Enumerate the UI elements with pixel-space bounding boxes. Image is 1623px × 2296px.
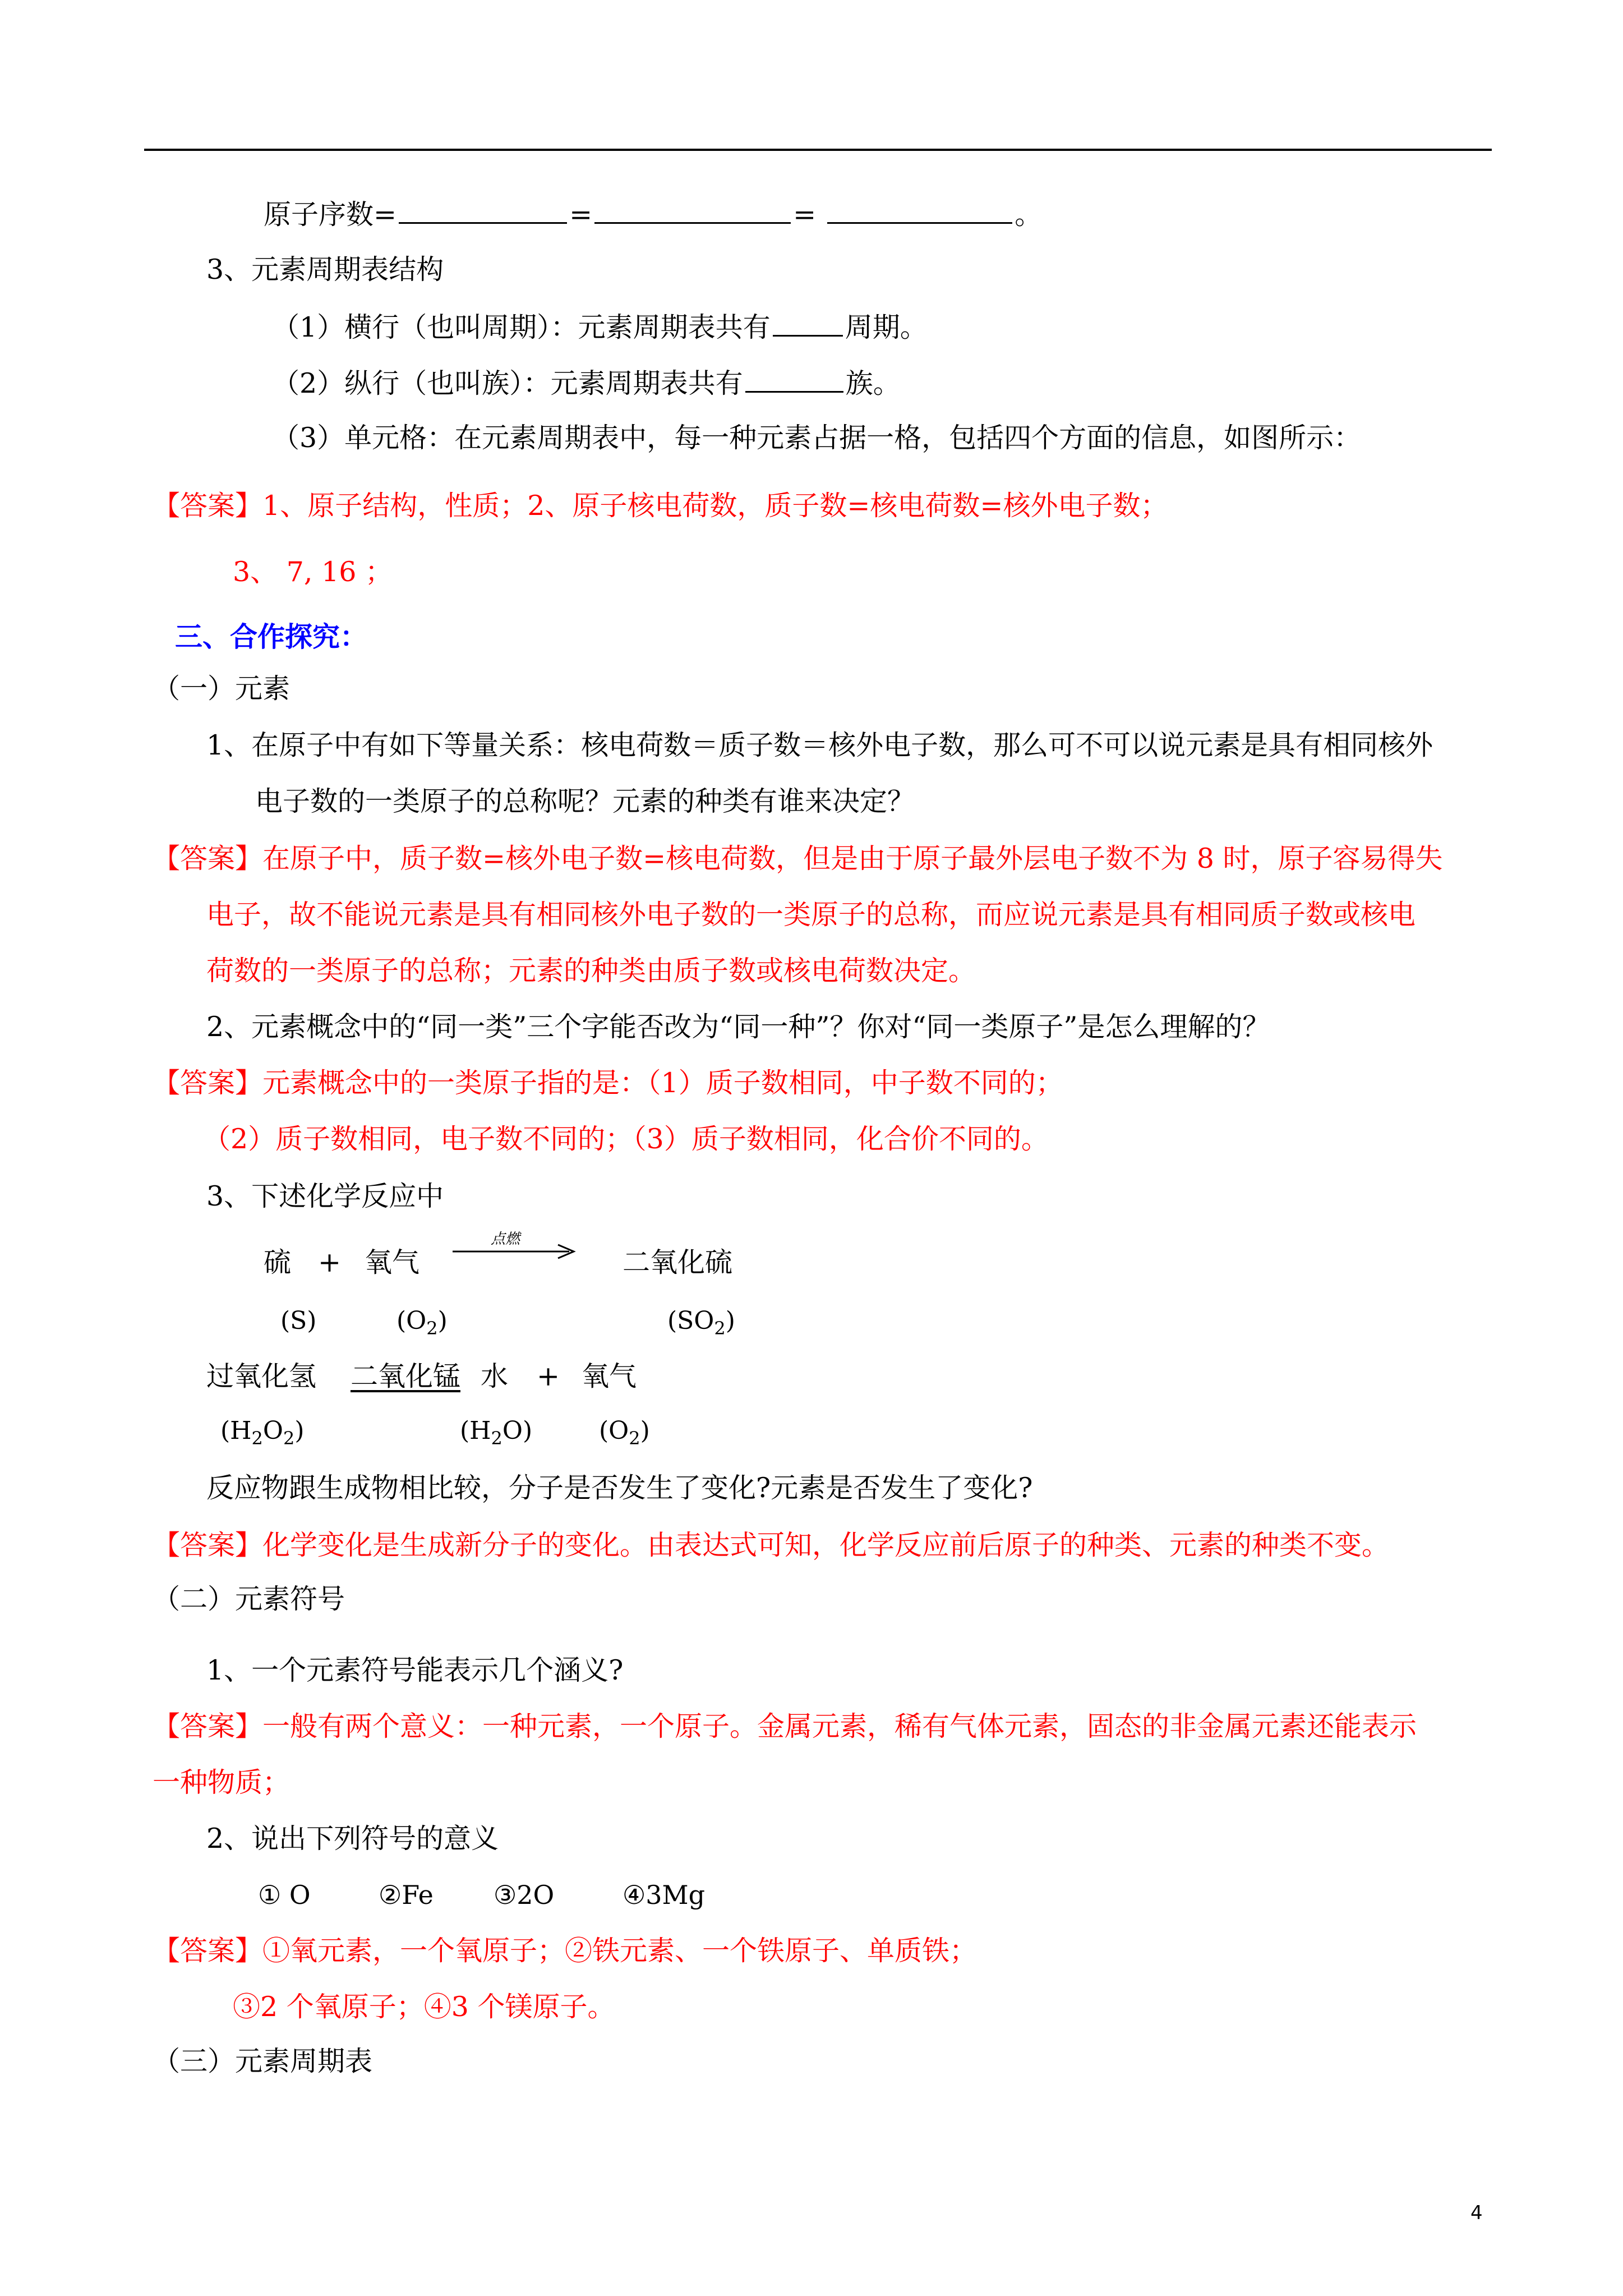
symbol-o: ① O — [258, 1880, 311, 1910]
water-label: 水 — [481, 1360, 509, 1392]
formula-h2o2: $(H_2O_2)$ — [220, 1416, 305, 1449]
answer-text: ①氧元素，一个氧原子；②铁元素、一个铁原子、单质铁； — [262, 1935, 978, 1967]
symbol-3mg: ④3Mg — [623, 1880, 706, 1910]
row-line — [272, 308, 928, 346]
answer-2b: 电子，故不能说元素是具有相同核外电子数的一类原子的总称，而应说元素是具有相同质子数或核电 — [206, 899, 1416, 931]
subsection-2: （二）元素符号 — [153, 1583, 345, 1615]
page-number: 4 — [1470, 2202, 1483, 2224]
answer-text: 在原子中，质子数=核外电子数=核电荷数，但是由于原子最外层电子数不为 8 时，原子容易得失 — [262, 843, 1443, 875]
header-rule — [144, 149, 1492, 151]
subsection-1: （一）元素 — [153, 673, 291, 705]
structure-title: 3、元素周期表结构 — [206, 254, 444, 286]
catalyst-label: 二氧化锰 — [351, 1360, 461, 1392]
answer-5a — [153, 1709, 1417, 1745]
blank-1 — [399, 195, 567, 224]
answer-3a — [153, 1065, 1063, 1101]
compare-question: 反应物跟生成物相比较，分子是否发生了变化?元素是否发生了变化? — [206, 1472, 1033, 1504]
answer-tag: 【答案】 — [153, 1935, 263, 1967]
eq-2: = — [793, 199, 817, 231]
reaction-arrow — [451, 1231, 578, 1259]
formula-o2: $(O_2)$ — [396, 1306, 448, 1339]
question-1a: 1、在原子中有如下等量关系：核电荷数＝质子数＝核外电子数，那么可不可以说元素是具有相同核外 — [206, 729, 1433, 761]
cell-line: （3）单元格：在元素周期表中，每一种元素占据一格，包括四个方面的信息，如图所示： — [272, 422, 1362, 454]
sulfur-label: 硫 — [264, 1246, 292, 1278]
subsection-3: （三）元素周期表 — [153, 2045, 373, 2077]
plus-sign-2: + — [537, 1360, 560, 1392]
sulfur-dioxide-label: 二氧化硫 — [623, 1246, 733, 1278]
formula-s: (S) — [280, 1306, 317, 1335]
hydrogen-peroxide-label: 过氧化氢 — [206, 1360, 317, 1392]
answer-6a — [153, 1933, 977, 1969]
answer-5b: 一种物质； — [153, 1766, 291, 1798]
answer-1-cont: 3、 7, 16 ； — [233, 556, 393, 588]
answer-tag: 【答案】 — [153, 1067, 263, 1099]
symbol-fe: ②Fe — [379, 1880, 434, 1910]
ignite-label: 点燃 — [491, 1231, 520, 1248]
formula-o2-b: $(O_2)$ — [599, 1416, 650, 1449]
question-1b: 电子数的一类原子的总称呢？元素的种类有谁来决定？ — [255, 785, 915, 817]
row-text: （1）横行（也叫周期）：元素周期表共有 — [272, 311, 771, 343]
oxygen-label-2: 氧气 — [582, 1360, 637, 1392]
question-3: 3、下述化学反应中 — [206, 1180, 444, 1212]
answer-text: 一般有两个意义：一种元素，一个原子。金属元素，稀有气体元素，固态的非金属元素还能表示 — [262, 1710, 1417, 1742]
oxygen-label: 氧气 — [365, 1246, 420, 1278]
column-suffix: 族。 — [845, 367, 901, 399]
atomic-number-label: 原子序数= — [264, 199, 397, 231]
answer-text: 1、原子结构，性质；2、原子核电荷数，质子数=核电荷数=核外电子数； — [262, 490, 1168, 522]
answer-1 — [153, 488, 1168, 524]
answer-2a — [153, 841, 1442, 877]
formula-so2: $(SO_2)$ — [667, 1306, 735, 1339]
answer-tag: 【答案】 — [153, 1710, 263, 1742]
formula-h2o: $(H_2O)$ — [460, 1416, 533, 1449]
symbol-2o: ③2O — [494, 1880, 555, 1910]
answer-4 — [153, 1527, 1389, 1563]
question-4: 1、一个元素符号能表示几个涵义? — [206, 1654, 624, 1686]
answer-tag: 【答案】 — [153, 843, 263, 875]
atomic-number-line — [264, 195, 1042, 233]
section-heading-3: 三、合作探究： — [175, 620, 368, 653]
column-text: （2）纵行（也叫族）：元素周期表共有 — [272, 367, 743, 399]
answer-text: 元素概念中的一类原子指的是：（1）质子数相同，中子数不同的； — [262, 1067, 1063, 1099]
period-mark: 。 — [1015, 199, 1043, 231]
answer-text: 化学变化是生成新分子的变化。由表达式可知，化学反应前后原子的种类、元素的种类不变。 — [262, 1529, 1390, 1561]
question-5: 2、说出下列符号的意义 — [206, 1823, 499, 1855]
question-2: 2、元素概念中的“同一类”三个字能否改为“同一种”？你对“同一类原子”是怎么理解的？ — [206, 1011, 1270, 1043]
blank-row — [773, 308, 843, 337]
plus-sign: + — [318, 1246, 342, 1278]
answer-6b: ③2 个氧原子；④3 个镁原子。 — [233, 1991, 615, 2023]
blank-2 — [594, 195, 791, 224]
row-suffix: 周期。 — [845, 311, 928, 343]
answer-tag: 【答案】 — [153, 1529, 263, 1561]
blank-column — [745, 364, 843, 393]
column-line — [272, 364, 901, 402]
answer-tag: 【答案】 — [153, 490, 263, 522]
answer-3b: （2）质子数相同，电子数不同的；（3）质子数相同，化合价不同的。 — [203, 1123, 1049, 1155]
blank-3 — [827, 195, 1012, 224]
eq-1: = — [569, 199, 593, 231]
answer-2c: 荷数的一类原子的总称；元素的种类由质子数或核电荷数决定。 — [206, 955, 976, 987]
